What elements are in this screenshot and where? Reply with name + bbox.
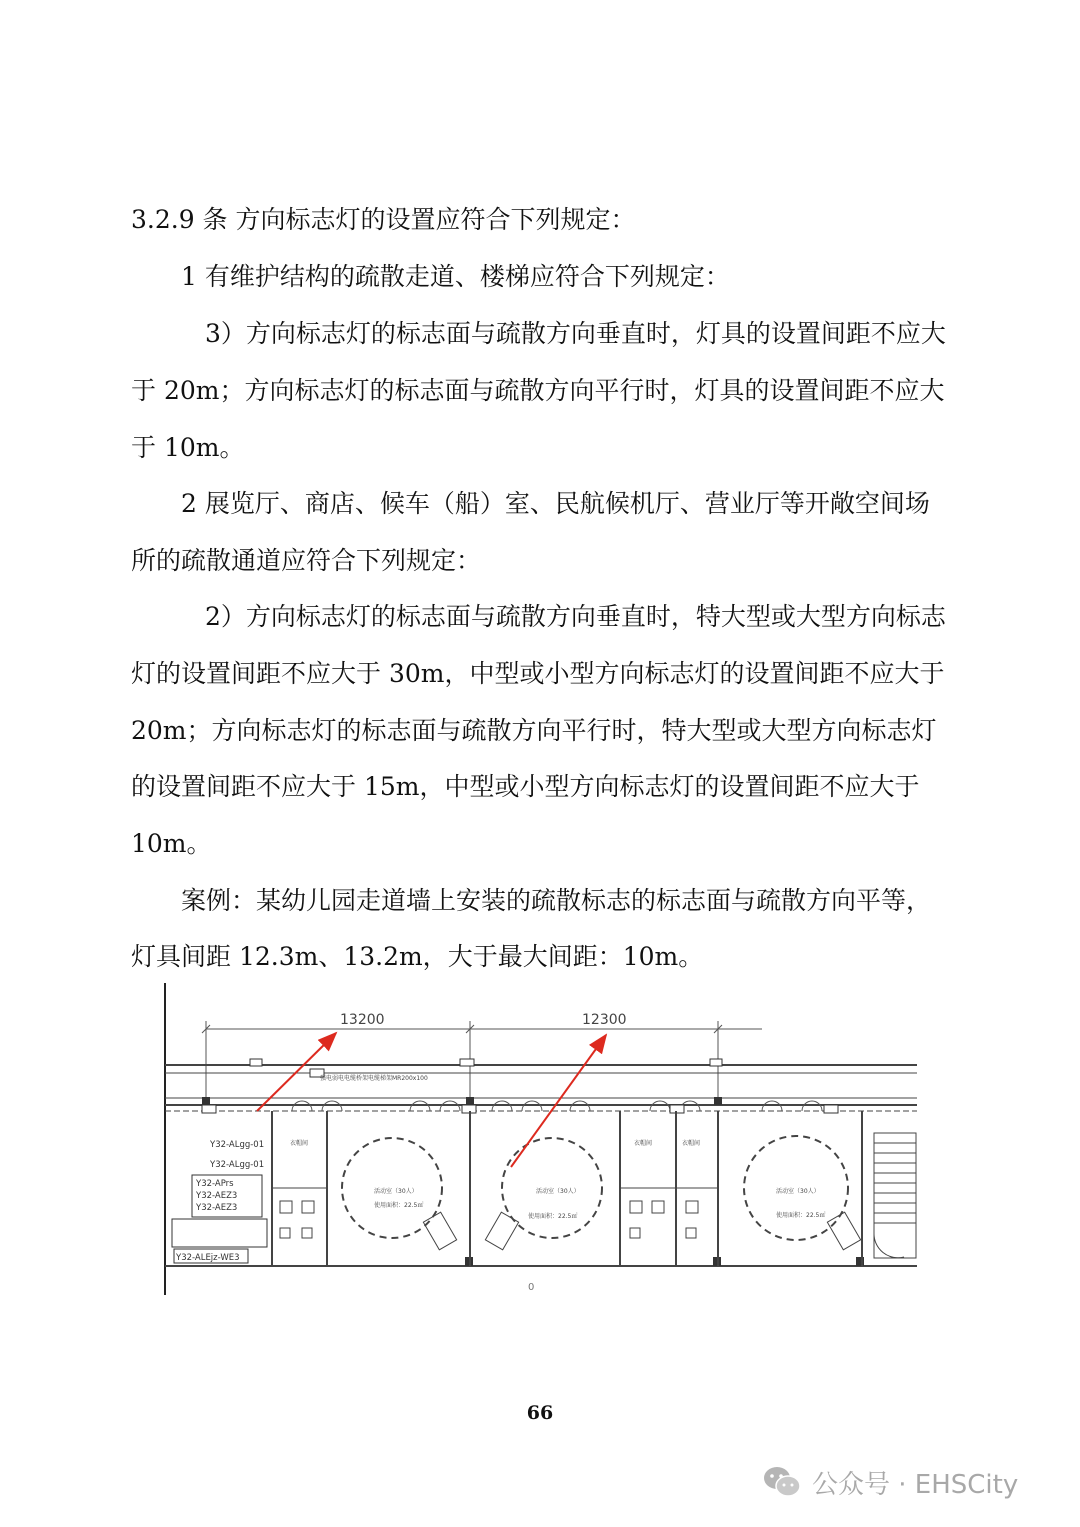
label-y32-4: Y32-AEZ3 <box>196 1191 238 1201</box>
clause-item-2-2: 2）方向标志灯的标志面与疏散方向垂直时，特大型或大型方向标志 <box>205 602 946 631</box>
room1-name: 活动室（30人） <box>374 1188 418 1195</box>
floor-plan-drawing <box>162 983 920 1295</box>
page-number: 66 <box>526 1402 554 1424</box>
floor-plan-svg <box>162 983 920 1295</box>
clause-item-2-2-cont-3: 的设置间距不应大于 15m，中型或小型方向标志灯的设置间距不应大于 <box>131 772 920 801</box>
label-y32-5: Y32-AEZ3 <box>196 1203 238 1213</box>
clause-item-2-2-cont-1: 灯的设置间距不应大于 30m，中型或小型方向标志灯的设置间距不应大于 <box>131 659 945 688</box>
red-arrow-right <box>511 1035 606 1167</box>
clause-item-1: 1 有维护结构的疏散走道、楼梯应符合下列规定： <box>181 262 730 291</box>
clause-item-2: 2 展览厅、商店、候车（船）室、民航候机厅、营业厅等开敞空间场 <box>181 489 930 518</box>
room6-name: 衣帽间 <box>682 1140 701 1147</box>
room1-area: 使用面积：22.5㎡ <box>374 1202 424 1209</box>
room5-name: 衣帽间 <box>634 1140 653 1147</box>
clause-item-1-3: 3）方向标志灯的标志面与疏散方向垂直时，灯具的设置间距不应大 <box>205 319 946 348</box>
clause-item-2-2-end: 10m。 <box>131 829 212 858</box>
dim-right-label: 12300 <box>582 1012 627 1028</box>
watermark-text: 公众号 · EHSCity <box>812 1469 1019 1500</box>
dimension-line <box>202 1021 762 1098</box>
clause-heading: 3.2.9 条 方向标志灯的设置应符合下列规定： <box>131 205 636 234</box>
room4-name: 衣帽间 <box>290 1140 309 1147</box>
wechat-icon <box>762 1465 802 1499</box>
label-y32-6: Y32-ALEjz-WE3 <box>176 1253 240 1263</box>
room2-area: 使用面积：22.5㎡ <box>528 1213 578 1220</box>
toilet-fixtures <box>280 1201 698 1238</box>
case-paragraph: 案例：某幼儿园走道墙上安装的疏散标志的标志面与疏散方向平等， <box>181 886 932 915</box>
clause-item-2-2-cont-2: 20m；方向标志灯的标志面与疏散方向平行时，特大型或大型方向标志灯 <box>131 716 937 745</box>
clause-item-1-3-end: 于 10m。 <box>131 433 245 462</box>
room2-name: 活动室（30人） <box>536 1188 580 1195</box>
label-y32-3: Y32-APrs <box>196 1179 234 1189</box>
case-paragraph-cont: 灯具间距 12.3m、13.2m，大于最大间距：10m。 <box>131 942 704 971</box>
clause-item-2-cont: 所的疏散通道应符合下列规定： <box>131 546 482 575</box>
room3-area: 使用面积：22.5㎡ <box>776 1212 826 1219</box>
columns <box>202 1097 864 1266</box>
label-y32-1: Y32-ALgg-01 <box>210 1140 265 1150</box>
watermark <box>762 1462 1018 1502</box>
room3-name: 活动室（30人） <box>776 1188 820 1195</box>
zero-label: 0 <box>528 1282 535 1293</box>
label-y32-2: Y32-ALgg-01 <box>210 1160 265 1170</box>
dim-left-label: 13200 <box>340 1012 385 1028</box>
clause-item-1-3-cont: 于 20m；方向标志灯的标志面与疏散方向平行时，灯具的设置间距不应大 <box>131 376 945 405</box>
staircase <box>874 1133 916 1258</box>
note-label: 强电弱电电缆桥架电缆梯架MR200x100 <box>320 1075 428 1082</box>
